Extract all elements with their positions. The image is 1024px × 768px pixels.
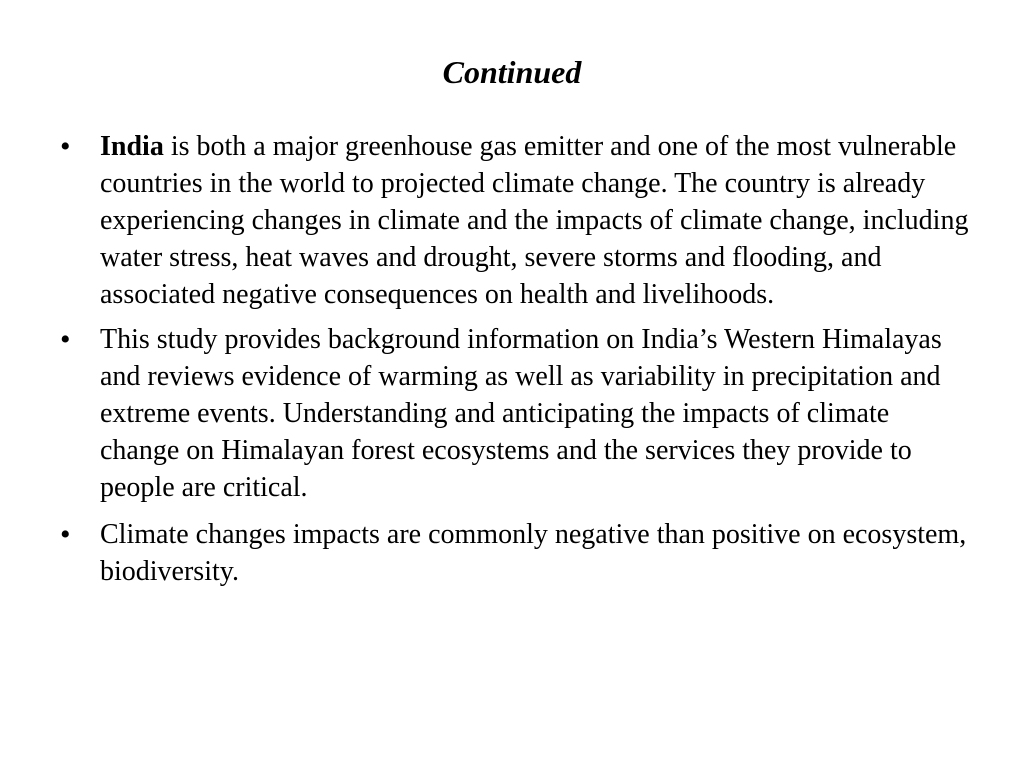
bullet-item-study (60, 321, 970, 506)
bullet-item-india (60, 128, 970, 313)
bullet-lead-text: India (100, 131, 164, 162)
bullet-dot-icon: • (60, 130, 71, 163)
bullet-body-text: Climate changes impacts are commonly negative than positive on ecosystem, biodiversity. (100, 519, 967, 587)
bullet-body-text: is both a major greenhouse gas emitter and one of the most vulnerable countries in the world to projected climate change. The country is already experiencing changes in climate and the impacts of climate change, including water stress, heat waves and drought, severe storms and flooding, and associated negative consequences on health and livelihoods. (100, 131, 969, 310)
bullet-item-impacts (60, 516, 970, 590)
slide-title: Continued (442, 54, 582, 90)
bullet-body-text: This study provides background information on India’s Western Himalayas and reviews evidence of warming as well as variability in precipitation and extreme events. Understanding and anticipating the impacts of climate change on Himalayan forest ecosystems and the services they provide to people are critical. (100, 324, 942, 503)
bullet-dot-icon: • (60, 323, 71, 356)
bullet-dot-icon: • (60, 518, 71, 551)
bullet-list (60, 128, 970, 598)
